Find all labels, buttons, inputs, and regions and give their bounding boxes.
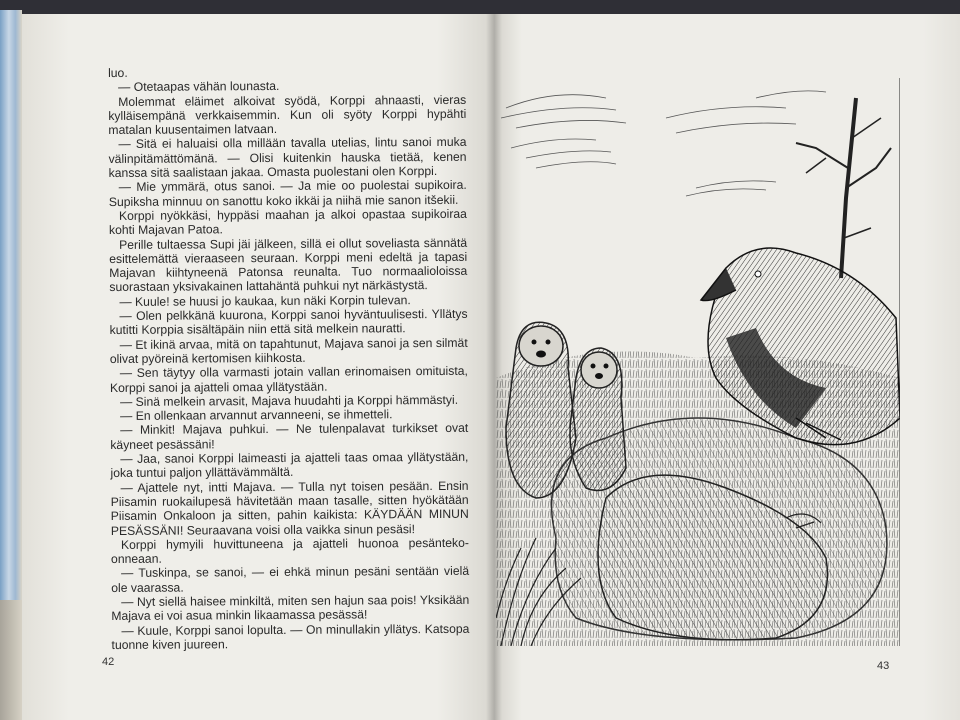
tree-drawing [796,98,891,278]
paragraph: luo. [108,65,128,80]
paragraph: — Kuule! se huusi jo kaukaa, kun näki Korpin tulevan. [119,292,411,309]
paragraph: — Kuule, Korppi sanoi lopulta. — On minullakin yllätys. Katsopa tuonne kiven juureen. [111,621,470,652]
paragraph: — En ollenkaan arvannut arvanneeni, se ihmetteli. [120,407,393,424]
book-cover-edge [0,10,22,610]
cloud-strokes [501,91,826,196]
beaver-left-drawing [506,322,576,498]
book-top-edge [0,0,960,14]
page-number-left: 42 [102,656,115,668]
left-page-text [108,64,470,652]
page-number-right: 43 [877,660,890,672]
paragraph: — Nyt siellä haisee minkiltä, miten sen hajun saa pois! Yksikään Majava ei voi asua minkin likaamassa pesässä! [111,592,470,624]
paragraph: — Sitä ei haluaisi olla millään tavalla utelias, lintu sanoi muka välinpitämättömänä. — Olisi kuitenkin hauska tietää, kenen kanssa sitä saalistaan jakaa. Omasta puolestani olen Korppi. [108,135,467,181]
paragraph: — Jaa, sanoi Korppi laimeasti ja ajatteli taas omaa yllätystään, joka tuntui paljon yllättävämmältä. [110,449,469,481]
paragraph: — Minkit! Majava puhkui. — Ne tulenpalavat turkikset ovat käyneet pesässäni! [110,421,469,452]
book-cover-edge-lower [0,600,22,720]
beaver-middle-drawing [570,348,626,491]
paragraph: — Otetaapas vähän lounasta. [118,79,280,95]
paragraph: — Tuskinpa, se sanoi, — ei ehkä minun pesäni sentään vielä ole vaarassa. [111,564,470,595]
paragraph: Korppi hymyili huvittuneena ja ajatteli huonoa pesänteko-onneaan. [110,535,469,567]
paragraph: — Ajattele nyt, intti Majava. — Tulla nyt toisen pesään. Ensin Piisamin ruokailupesä hävitetään maan tasalle, sitten hyökätään Piisamin Onkaloon ja sitten, pahin kaikista: KÄYDÄÄN MINUN PESÄSSÄNI! Seuraavana voisi olla vaikka sinun pesäsi! [110,478,469,538]
paragraph: — Mie ymmärä, otus sanoi. — Ja mie oo puolestai supikoira. Supiksha minnuu on sanottu koko ikkäi ja niihä mie sanon itšekii. [108,178,467,209]
paragraph: — Et ikinä arvaa, mitä on tapahtunut, Majava sanoi ja sen silmät olivat pyöreinä kertomisen kiihkosta. [109,335,468,366]
paragraph: — Sinä melkein arvasit, Majava huudahti ja Korppi hämmästyi. [120,392,459,409]
paragraph: — Sen täytyy olla varmasti jotain vallan erinomaisen omituista, Korppi sanoi ja ajatteli omaa yllätystään. [109,364,468,395]
raven-beavers-illustration [496,78,900,646]
paragraph: Perille tultaessa Supi jäi jälkeen, sillä ei ollut soveliasta sännätä esittelemättä vieraaseen seuraan. Korppi meni edeltä ja tapasi Majavan kiihtyneenä Patonsa reunalta. Tuo normaalioloissa suorastaan yksivakainen lattahäntä puhkui nyt närkästystä. [109,235,468,295]
paragraph: Molemmat eläimet alkoivat syödä, Korppi ahnaasti, vieras kylläisempänä verkkaisemmin. Kun oli syöty Korppi hypähti matalan kuusentaimen latvaan. [108,92,467,138]
paragraph: — Olen pelkkänä kuurona, Korppi sanoi hyväntuulisesti. Yllätys kutitti Korppia sisältäpäin niin että sitä melkein nauratti. [109,306,468,338]
paragraph: Korppi nyökkäsi, hyppäsi maahan ja alkoi opastaa supikoiraa kohti Majavan Patoa. [108,206,467,238]
